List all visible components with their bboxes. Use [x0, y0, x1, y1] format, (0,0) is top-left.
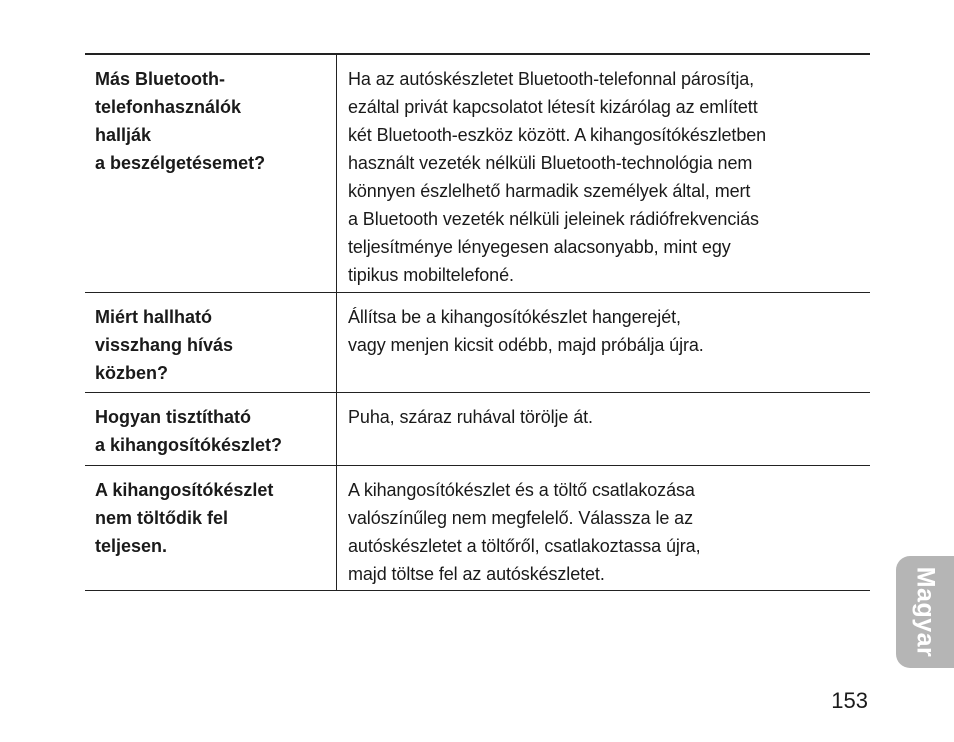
language-tab — [896, 556, 954, 668]
faq-question: Más Bluetooth- telefonhasználók hallják a beszélgetésemet? — [85, 55, 337, 292]
faq-answer: Állítsa be a kihangosítókészlet hangerejét, vagy menjen kicsit odébb, majd próbálja újra. — [348, 307, 704, 355]
faq-answer: Puha, száraz ruhával törölje át. — [348, 407, 593, 427]
language-tab-label: Magyar — [911, 566, 940, 658]
faq-row — [85, 466, 870, 591]
page-number: 153 — [831, 688, 868, 713]
faq-row — [85, 293, 870, 393]
faq-question: Miért hallható visszhang hívás közben? — [85, 293, 337, 392]
faq-table — [85, 53, 870, 591]
faq-row — [85, 55, 870, 293]
faq-answer: Ha az autóskészletet Bluetooth-telefonnal párosítja, ezáltal privát kapcsolatot létesít kizárólag az említett két Bluetooth-eszköz között. A kihangosítókészletben használt vezeték nélküli Bluetooth-technológia nem könnyen észlelhető harmadik személyek által, mert a Bluetooth vezeték nélküli jeleinek rádiófrekvenciás teljesítménye lényegesen alacsonyabb, mint egy tipikus mobiltelefoné. — [348, 69, 767, 285]
faq-question: Hogyan tisztítható a kihangosítókészlet? — [85, 393, 337, 465]
faq-row — [85, 393, 870, 466]
faq-answer: A kihangosítókészlet és a töltő csatlakozása valószínűleg nem megfelelő. Válassza le az autóskészletet a töltőről, csatlakoztassa újra, majd töltse fel az autóskészletet. — [348, 480, 701, 584]
faq-question: A kihangosítókészlet nem töltődik fel teljesen. — [85, 466, 337, 590]
